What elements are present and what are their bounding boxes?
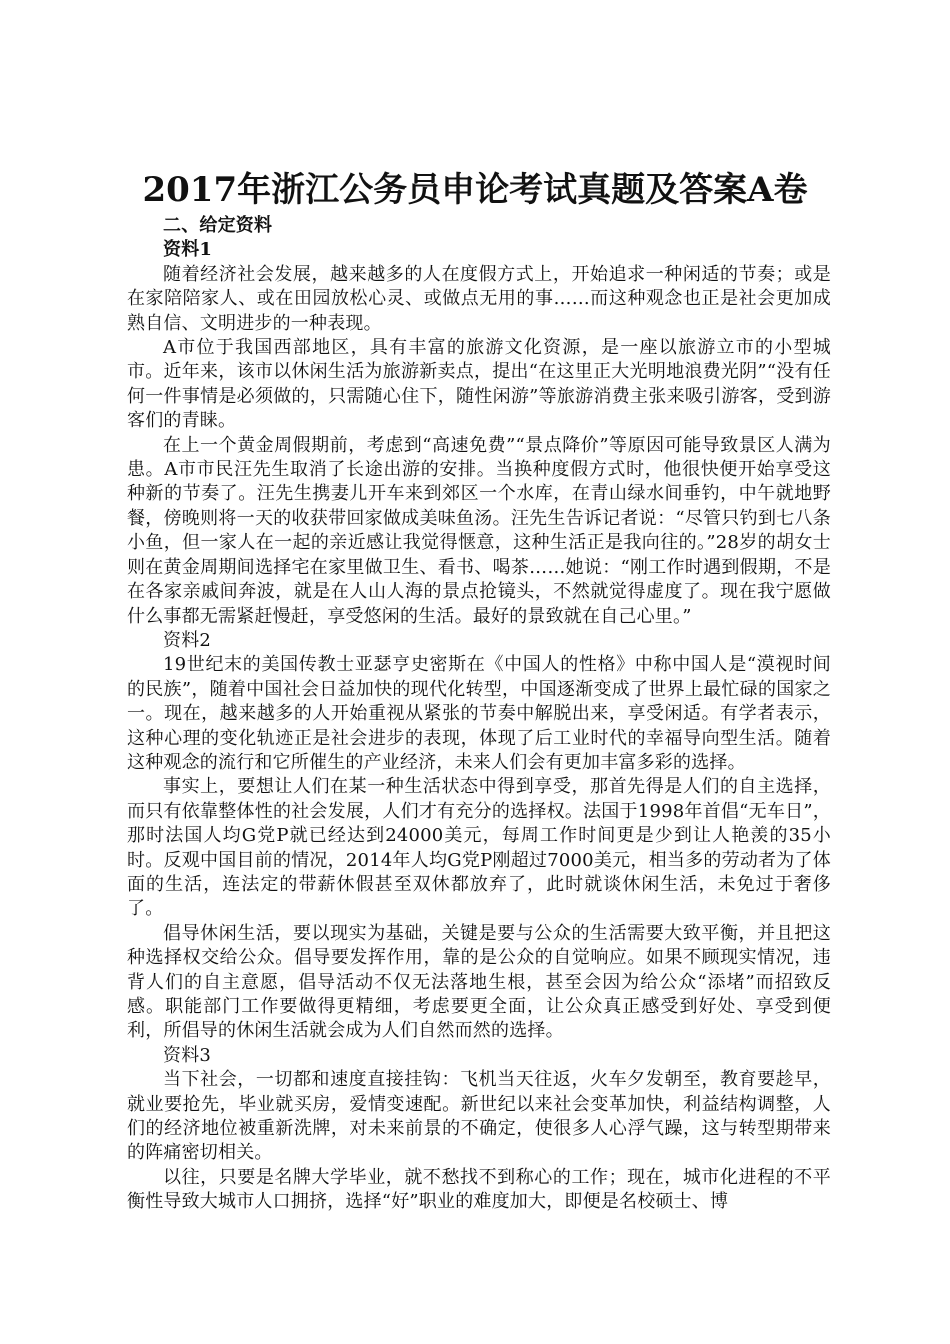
material-3-paragraph-1: 当下社会，一切都和速度直接挂钩：飞机当天往返，火车夕发朝至，教育要趁早，就业要抢先，毕业就买房，爱情变速配。新世纪以来社会变革加快，利益结构调整，人们的经济地位被重新洗牌，对未来前景的不确定，使很多人心浮气躁，这与转型期带来的阵痛密切相关。	[127, 1069, 831, 1164]
material-1-paragraph-3: 在上一个黄金周假期前，考虑到“高速免费”“景点降价”等原因可能导致景区人满为患。A市市民汪先生取消了长途出游的安排。当换种度假方式时，他很快便开始享受这种新的节奏了。汪先生携妻儿开车来到郊区一个水库，在青山绿水间垂钓，中午就地野餐，傍晚则将一天的收获带回家做成美味鱼汤。汪先生告诉记者说：“尽管只钓到七八条小鱼，但一家人在一起的亲近感让我觉得惬意，这种生活正是我向往的。”28岁的胡女士则在黄金周期间选择宅在家里做卫生、看书、喝茶……她说：“刚工作时遇到假期，不是在各家亲戚间奔波，就是在人山人海的景点抢镜头，不然就觉得虚度了。现在我宁愿做什么事都无需紧赶慢赶，享受悠闲的生活。最好的景致就在自己心里。”	[127, 434, 831, 627]
document-title: 2017年浙江公务员申论考试真题及答案A卷	[142, 170, 808, 210]
material-3-label: 资料3	[163, 1044, 212, 1066]
material-3-paragraph-2: 以往，只要是名牌大学毕业，就不愁找不到称心的工作；现在，城市化进程的不平衡性导致大城市人口拥挤，选择“好”职业的难度加大，即便是名校硕士、博	[127, 1166, 831, 1213]
material-2-paragraph-3: 倡导休闲生活，要以现实为基础，关键是要与公众的生活需要大致平衡，并且把这种选择权交给公众。倡导要发挥作用，靠的是公众的自觉响应。如果不顾现实情况，违背人们的自主意愿，倡导活动不仅无法落地生根，甚至会因为给公众“添堵”而招致反感。职能部门工作要做得更精细，考虑要更全面，让公众真正感受到好处、享受到便利，所倡导的休闲生活就会成为人们自然而然的选择。	[127, 922, 831, 1042]
material-2-label: 资料2	[163, 629, 212, 651]
material-1-paragraph-2: A市位于我国西部地区，具有丰富的旅游文化资源，是一座以旅游立市的小型城市。近年来，该市以休闲生活为旅游新卖点，提出“在这里正大光明地浪费光阴”“没有任何一件事情是必须做的，只需随心住下，随性闲游”等旅游消费主张来吸引游客，受到游客们的青睐。	[127, 337, 831, 432]
material-2-paragraph-1: 19世纪末的美国传教士亚瑟亨史密斯在《中国人的性格》中称中国人是“漠视时间的民族”，随着中国社会日益加快的现代化转型，中国逐渐变成了世界上最忙碌的国家之一。现在，越来越多的人开始重视从紧张的节奏中解脱出来，享受闲适。有学者表示，这种心理的变化轨迹正是社会进步的表现，体现了后工业时代的幸福导向型生活。随着这种观念的流行和它所催生的产业经济，未来人们会有更加丰富多彩的选择。	[127, 654, 831, 773]
material-1-label: 资料1	[163, 239, 213, 261]
section-heading: 二、给定资料	[163, 215, 273, 236]
material-1-paragraph-1: 随着经济社会发展，越来越多的人在度假方式上，开始追求一种闲适的节奏；或是在家陪陪家人、或在田园放松心灵、或做点无用的事……而这种观念也正是社会更加成熟自信、文明进步的一种表现。	[127, 263, 831, 334]
document-body	[127, 214, 831, 1215]
material-2-paragraph-2: 事实上，要想让人们在某一种生活状态中得到享受，那首先得是人们的自主选择，而只有依靠整体性的社会发展，人们才有充分的选择权。法国于1998年首倡“无车日”，那时法国人均G党P就已经达到24000美元，每周工作时间更是少到让人艳羡的35小时。反观中国目前的情况，2014年人均G党P刚超过7000美元，相当多的劳动者为了体面的生活，连法定的带薪休假甚至双休都放弃了，此时就谈休闲生活，未免过于奢侈了。	[127, 776, 831, 920]
